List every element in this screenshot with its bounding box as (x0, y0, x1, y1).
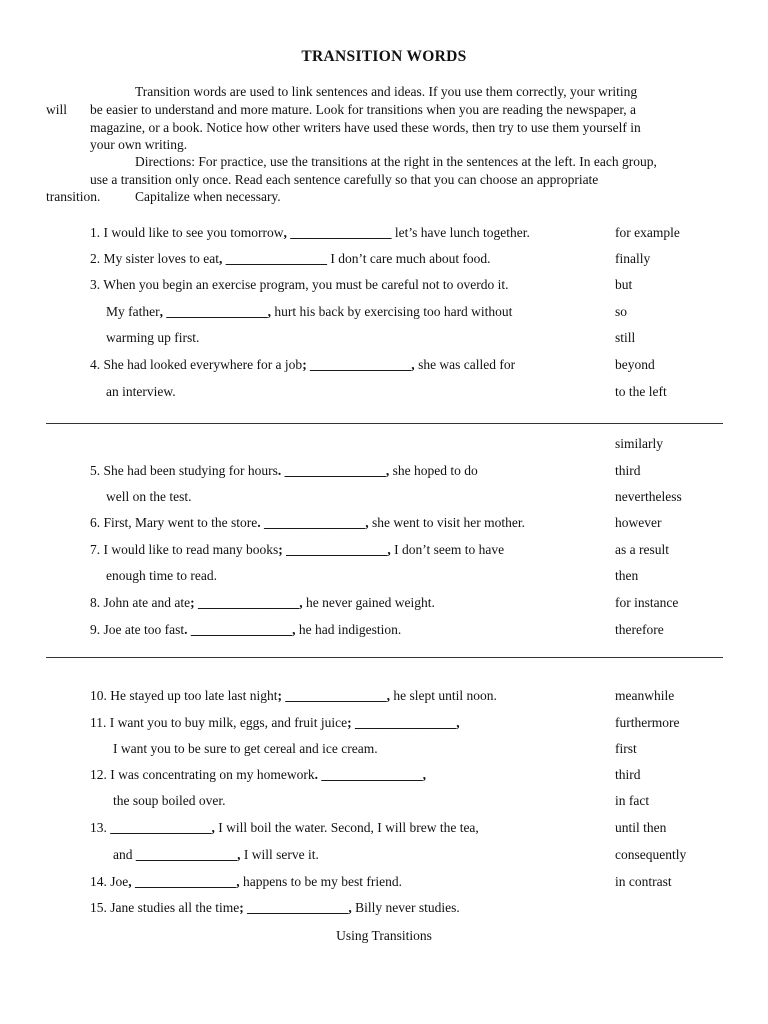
answer-blank[interactable]: _______________, (135, 847, 241, 862)
answer-blank[interactable]: ; _______________, (190, 595, 303, 610)
exercise-sentence: 15. Jane studies all the time; _______________, Billy never studies. (90, 900, 460, 915)
exercise-sentence: the soup boiled over. (113, 793, 226, 808)
transition-option: meanwhile (615, 688, 675, 703)
transition-option: first (615, 741, 637, 756)
exercise-sentence: 3. When you begin an exercise program, you must be careful not to overdo it. (90, 277, 509, 292)
answer-blank[interactable]: _______________, (110, 820, 215, 835)
exercise-sentence: an interview. (106, 384, 176, 399)
answer-blank[interactable]: ; _______________, (277, 688, 390, 703)
answer-blank[interactable]: ; _______________, (347, 715, 460, 730)
answer-blank[interactable]: ; _______________, (239, 900, 352, 915)
transition-option: finally (615, 251, 651, 266)
answer-blank[interactable]: , _______________ (218, 251, 327, 266)
answer-blank[interactable]: . _______________, (277, 463, 390, 478)
exercise-sentence: 2. My sister loves to eat, _______________ I don’t care much about food. (90, 251, 491, 266)
group-divider (46, 657, 723, 658)
exercise-sentence: enough time to read. (106, 568, 217, 583)
exercise-sentence: 10. He stayed up too late last night; _______________, he slept until noon. (90, 688, 497, 703)
exercise-sentence: 6. First, Mary went to the store. _______________, she went to visit her mother. (90, 515, 525, 530)
exercise-sentence: My father, _______________, hurt his back by exercising too hard without (106, 304, 513, 319)
directions-line: transition. (46, 189, 101, 204)
exercise-sentence: 11. I want you to buy milk, eggs, and fruit juice; _______________, (90, 715, 460, 730)
exercise-sentence: 12. I was concentrating on my homework. _______________, (90, 767, 426, 782)
transition-option: third (615, 767, 641, 782)
transition-option: then (615, 568, 639, 583)
directions-line: Directions: For practice, use the transitions at the right in the sentences at the left. In each group, (135, 154, 657, 169)
transition-option: so (615, 304, 628, 319)
transition-option: to the left (615, 384, 667, 399)
exercise-sentence: well on the test. (106, 489, 192, 504)
answer-blank[interactable]: . _______________, (184, 622, 296, 637)
transition-option: furthermore (615, 715, 680, 730)
transition-option: for example (615, 225, 680, 240)
transition-option: for instance (615, 595, 679, 610)
exercise-sentence: warming up first. (106, 330, 200, 345)
intro-line: will (46, 102, 68, 117)
directions-line: Capitalize when necessary. (135, 189, 281, 204)
exercise-sentence: 14. Joe, _______________, happens to be my best friend. (90, 874, 402, 889)
page-footer: Using Transitions (336, 928, 432, 943)
answer-blank[interactable]: ; _______________, (302, 357, 415, 372)
transition-option: until then (615, 820, 667, 835)
page-title: TRANSITION WORDS (301, 48, 467, 65)
transition-option: however (615, 515, 662, 530)
transition-option: third (615, 463, 641, 478)
transition-option: therefore (615, 622, 664, 637)
answer-blank[interactable]: , _______________, (128, 874, 240, 889)
exercise-sentence: 9. Joe ate too fast. _______________, he had indigestion. (90, 622, 402, 637)
transition-option: beyond (615, 357, 655, 372)
exercise-sentence: I want you to be sure to get cereal and ice cream. (113, 741, 378, 756)
transition-option: still (615, 330, 636, 345)
exercise-sentence: 4. She had looked everywhere for a job; _______________, she was called for (90, 357, 516, 372)
answer-blank[interactable]: , _______________, (159, 304, 271, 319)
transition-option: consequently (615, 847, 687, 862)
exercise-sentence: and _______________, I will serve it. (113, 847, 319, 862)
intro-line: be easier to understand and more mature. Look for transitions when you are reading the newspaper, a (90, 102, 637, 117)
intro-line: Transition words are used to link sentences and ideas. If you use them correctly, your writing (135, 84, 638, 99)
intro-line: your own writing. (90, 137, 188, 152)
group-divider (46, 423, 723, 424)
exercise-sentence: 5. She had been studying for hours. _______________, she hoped to do (90, 463, 478, 478)
directions-line: use a transition only once. Read each sentence carefully so that you can choose an appropriate (90, 172, 599, 187)
transition-option: in contrast (615, 874, 672, 889)
intro-line: magazine, or a book. Notice how other writers have used these words, then try to use them yourself in (90, 120, 641, 135)
exercise-sentence: 1. I would like to see you tomorrow, _______________ let’s have lunch together. (90, 225, 530, 240)
transition-option: nevertheless (615, 489, 682, 504)
exercise-sentence: 13. _______________, I will boil the water. Second, I will brew the tea, (90, 820, 479, 835)
transition-option: but (615, 277, 633, 292)
answer-blank[interactable]: . _______________, (314, 767, 426, 782)
answer-blank[interactable]: ; _______________, (278, 542, 391, 557)
transition-option: similarly (615, 436, 663, 451)
transition-option: in fact (615, 793, 650, 808)
answer-blank[interactable]: , _______________ (283, 225, 392, 240)
answer-blank[interactable]: . _______________, (257, 515, 369, 530)
transition-option: as a result (615, 542, 669, 557)
exercise-sentence: 8. John ate and ate; _______________, he never gained weight. (90, 595, 435, 610)
exercise-sentence: 7. I would like to read many books; _______________, I don’t seem to have (90, 542, 505, 557)
